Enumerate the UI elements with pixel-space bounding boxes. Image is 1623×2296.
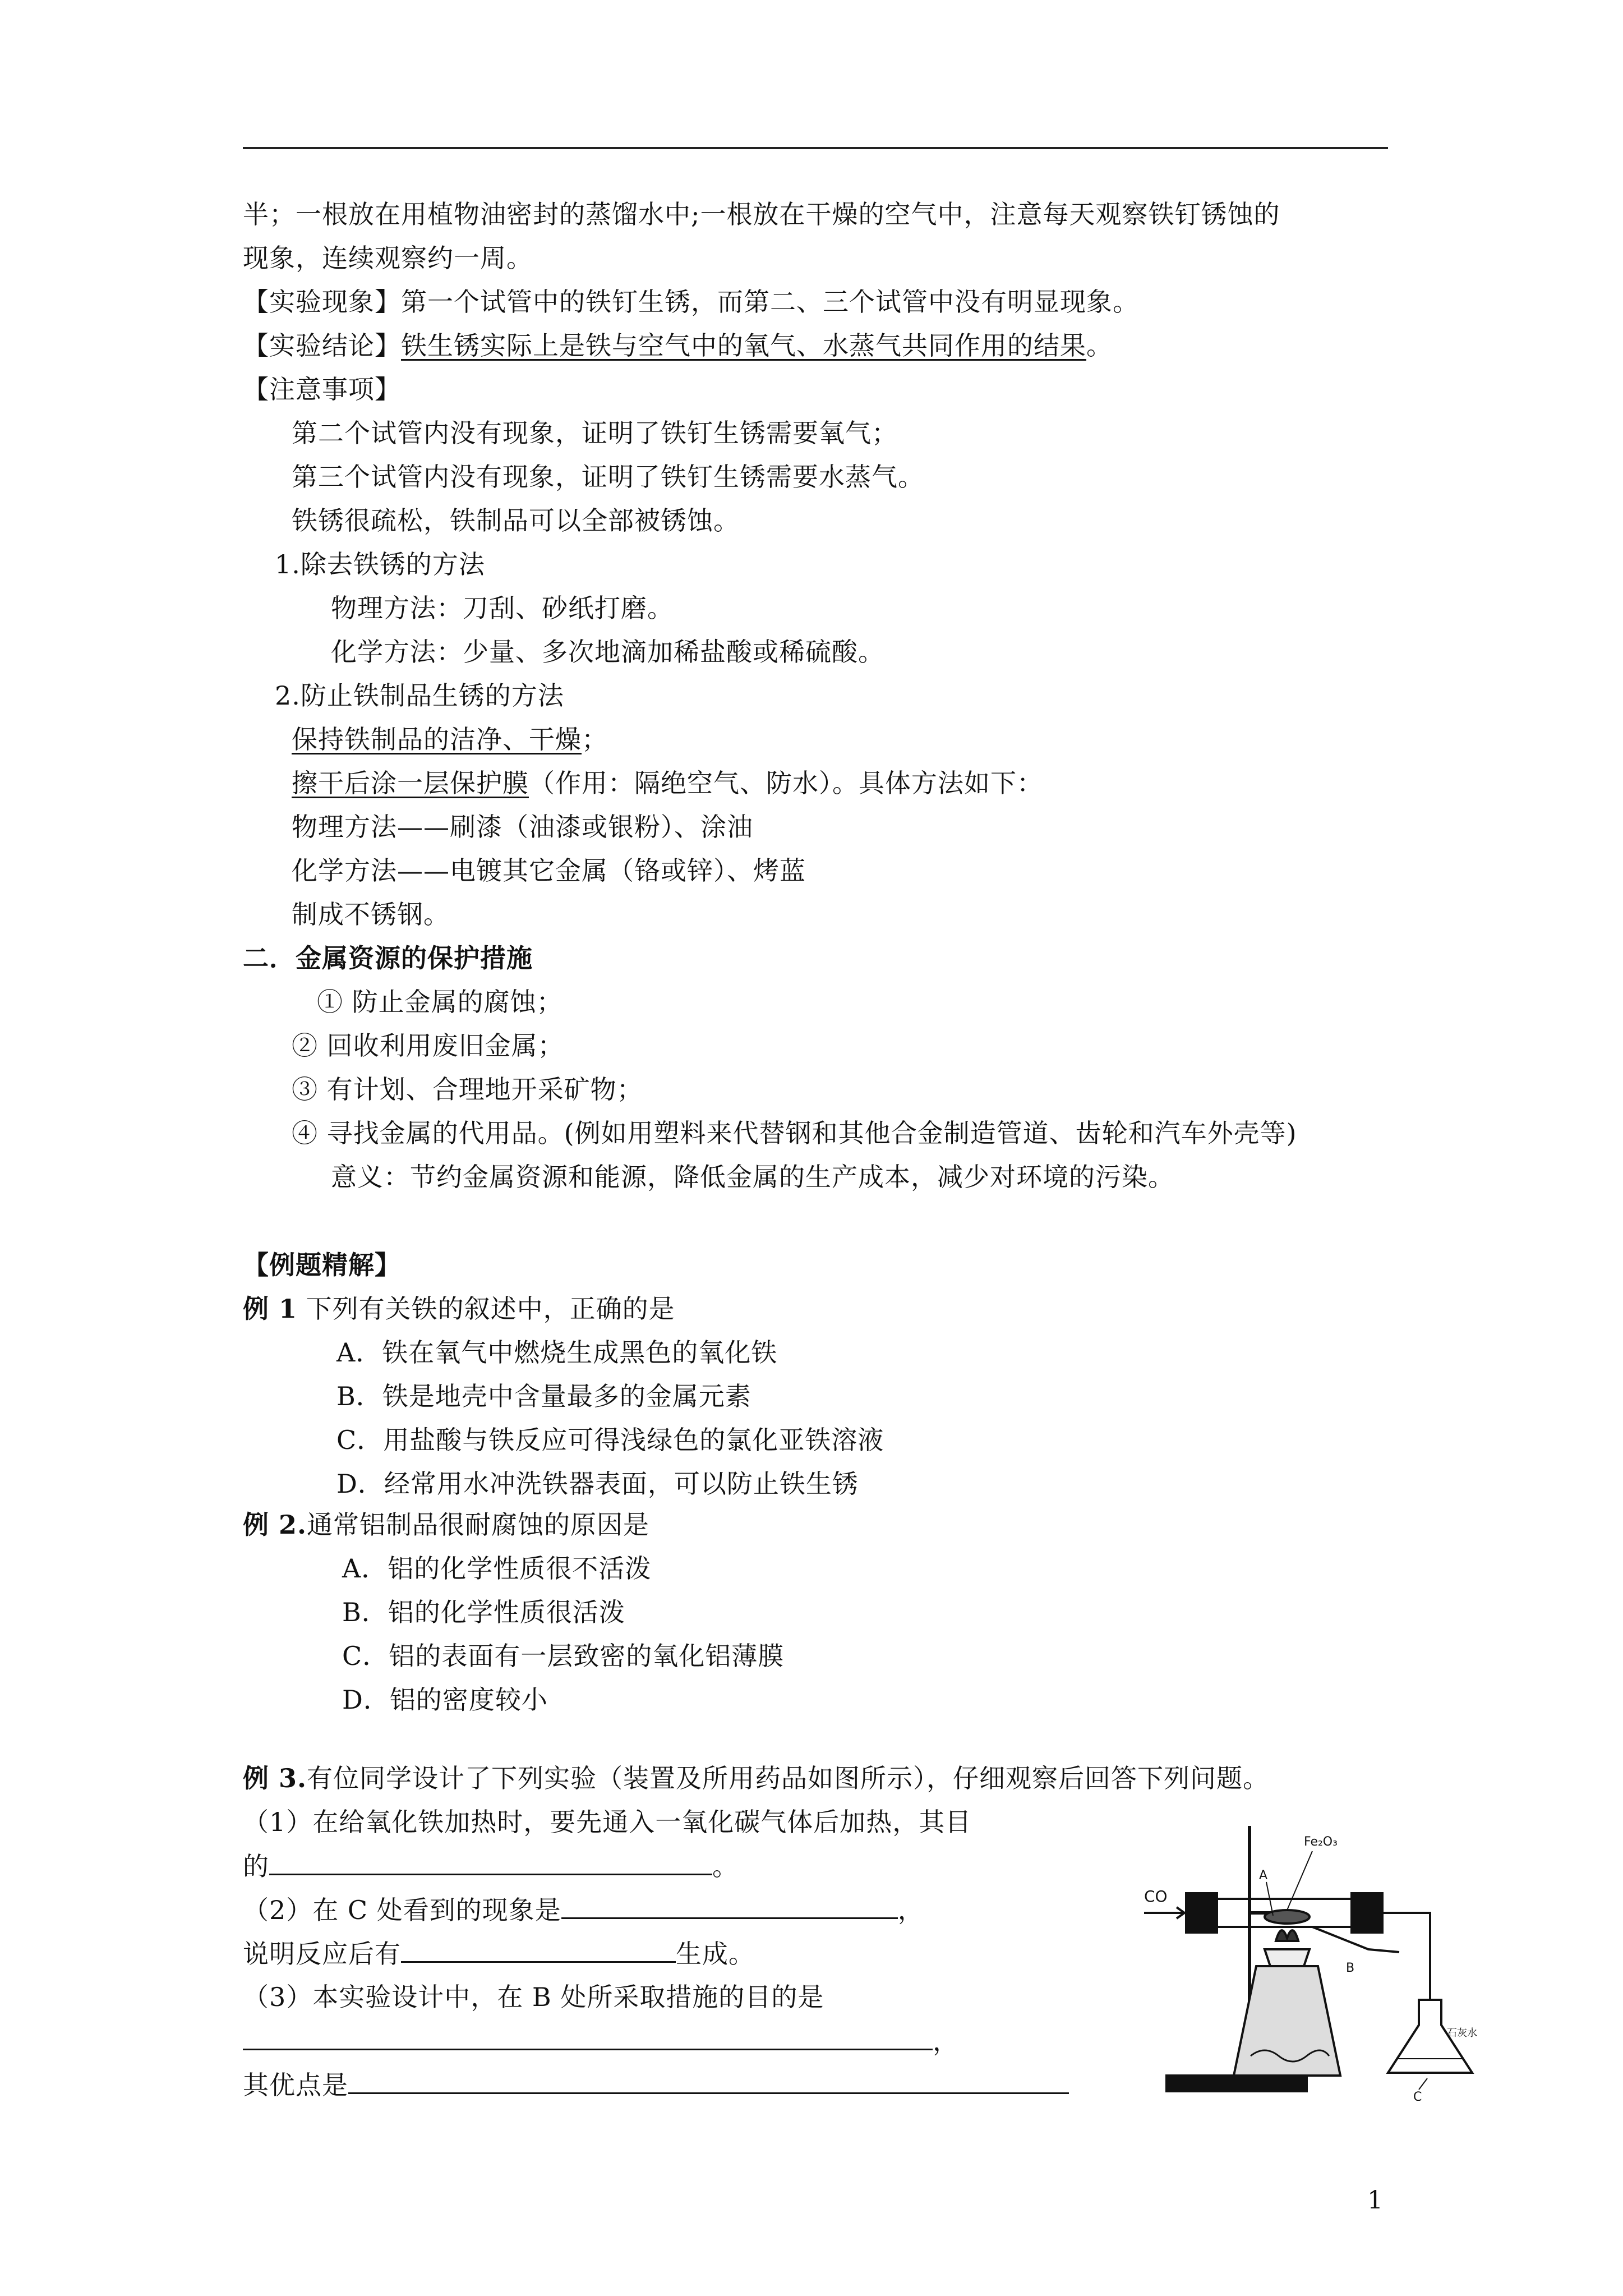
note-line-1: 第二个试管内没有现象，证明了铁钉生锈需要氧气； [292,418,898,448]
chemical-method: 化学方法：少量、多次地滴加稀盐酸或稀硫酸。 [331,637,884,667]
question-1-suffix: 。 [712,1851,739,1881]
stand-base [1166,2076,1307,2091]
experiment-conclusion-end: 。 [1086,330,1113,361]
example-2-question [243,1508,649,1542]
measure-3: ③ 有计划、合理地开采矿物； [292,1074,643,1105]
answer-blank-1[interactable] [269,1849,712,1875]
prevent-line-4: 化学方法——电镀其它金属（铬或锌）、烤蓝 [292,855,806,886]
example-3-label: 例 3. [243,1763,307,1793]
c-leader-line [1419,2078,1427,2090]
question-2b-suffix: 生成。 [676,1939,755,1969]
example-1-option-a: A．铁在氧气中燃烧生成黑色的氧化铁 [336,1337,778,1368]
example-1-text: 下列有关铁的叙述中，正确的是 [306,1294,675,1324]
answer-blank-3[interactable] [401,1936,676,1963]
example-3-text: 有位同学设计了下列实验（装置及所用药品如图所示），仔细观察后回答下列问题。 [307,1763,1270,1793]
subheading-prevent-rust: 2.防止铁制品生锈的方法 [275,680,564,711]
experiment-phenomenon-label: 【实验现象】 [243,287,401,317]
co-label: CO [1144,1887,1168,1906]
measure-2: ② 回收利用废旧金属； [292,1030,564,1061]
example-2-option-a: A．铝的化学性质很不活泼 [342,1553,652,1584]
prevent-line-2-underlined: 擦干后涂一层保护膜 [292,768,529,798]
fe2o3-label: Fe₂O₃ [1304,1835,1338,1849]
question-2-followup [243,1936,755,1971]
significance: 意义：节约金属资源和能源，降低金属的生产成本，减少对环境的污染。 [331,1162,1174,1192]
example-2-text: 通常铝制品很耐腐蚀的原因是 [307,1510,650,1540]
prevent-line-5: 制成不锈钢。 [292,899,450,930]
question-1-prefix: 的 [243,1851,269,1881]
fe2o3-leader-line [1287,1851,1312,1910]
section-heading-protection: 二．金属资源的保护措施 [243,943,533,973]
prevent-line-1-end: ； [582,724,608,754]
flame-icon [1276,1930,1298,1941]
measure-1: ① 防止金属的腐蚀； [317,987,563,1017]
question-3-suffix: ， [933,2026,959,2056]
physical-method: 物理方法：刀刮、砂纸打磨。 [331,593,674,623]
example-3-question [243,1761,1269,1795]
experiment-phenomenon [243,285,1139,319]
note-line-2: 第三个试管内没有现象，证明了铁钉生锈需要水蒸气。 [292,462,924,492]
prevent-line-1-underlined: 保持铁制品的洁净、干燥 [292,724,582,754]
question-3-answer-line [243,2024,959,2058]
example-2-option-d: D．铝的密度较小 [342,1685,548,1715]
prevent-line-2 [292,766,1043,800]
prevent-line-3: 物理方法——刷漆（油漆或银粉）、涂油 [292,812,753,842]
answer-blank-4[interactable] [243,2024,933,2050]
prevent-line-2-end: （作用：隔绝空气、防水）。具体方法如下： [529,768,1043,798]
outlet-tube [1382,1913,1430,2000]
answer-blank-5[interactable] [348,2068,1069,2094]
left-stopper [1186,1893,1217,1932]
c-label: C [1413,2090,1422,2101]
question-3: （3）本实验设计中，在 B 处所采取措施的目的是 [243,1982,824,2012]
prevent-line-1 [292,723,608,756]
example-2-label: 例 2. [243,1510,307,1540]
body-line-2: 现象，连续观察约一周。 [243,243,533,273]
experiment-conclusion-label: 【实验结论】 [243,330,401,361]
limewater-label: 石灰水 [1447,2027,1477,2039]
experiment-phenomenon-text: 第一个试管中的铁钉生锈，而第二、三个试管中没有明显现象。 [401,287,1139,317]
example-1-label: 例 1 [243,1294,298,1324]
question-1: （1）在给氧化铁加热时，要先通入一氧化碳气体后加热，其目 [243,1807,972,1837]
example-1-option-b: B．铁是地壳中含量最多的金属元素 [336,1381,751,1411]
page-number: 1 [1367,2186,1383,2215]
subheading-remove-rust: 1.除去铁锈的方法 [275,549,485,579]
question-2-suffix: ， [897,1895,924,1925]
measure-4: ④ 寻找金属的代用品。(例如用塑料来代替钢和其他合金制造管道、齿轮和汽车外壳等) [292,1118,1297,1148]
question-3-advantage-text: 其优点是 [243,2070,348,2100]
question-3-advantage [243,2068,1069,2102]
question-1-answer-line [243,1849,739,1883]
question-2b-text: 说明反应后有 [243,1939,401,1969]
a-label: A [1259,1869,1268,1883]
question-2-text: （2）在 C 处看到的现象是 [243,1895,561,1925]
example-1-question [243,1292,675,1326]
answer-blank-2[interactable] [561,1893,898,1919]
body-line-1: 半；一根放在用植物油密封的蒸馏水中;一根放在干燥的空气中，注意每天观察铁钉锈蚀的 [243,199,1280,229]
experiment-apparatus-figure [1144,1820,1486,2101]
experiment-conclusion-text: 铁生锈实际上是铁与空气中的氧气、水蒸气共同作用的结果 [401,330,1086,361]
question-2 [243,1893,924,1927]
example-1-option-c: C．用盐酸与铁反应可得浅绿色的氯化亚铁溶液 [336,1425,884,1455]
example-2-option-c: C．铝的表面有一层致密的氧化铝薄膜 [342,1641,785,1671]
note-line-3: 铁锈很疏松，铁制品可以全部被锈蚀。 [292,505,740,536]
notes-heading: 【注意事项】 [243,374,401,404]
header-rule [243,147,1388,149]
lamp-top [1265,1949,1310,1966]
example-2-option-b: B．铝的化学性质很活泼 [342,1597,625,1627]
fe2o3-sample [1265,1910,1310,1924]
example-1-option-d: D．经常用水冲洗铁器表面，可以防止铁生锈 [336,1469,859,1499]
b-label: B [1346,1961,1355,1975]
experiment-conclusion [243,329,1113,362]
examples-heading: 【例题精解】 [243,1250,401,1280]
right-stopper [1352,1893,1382,1932]
